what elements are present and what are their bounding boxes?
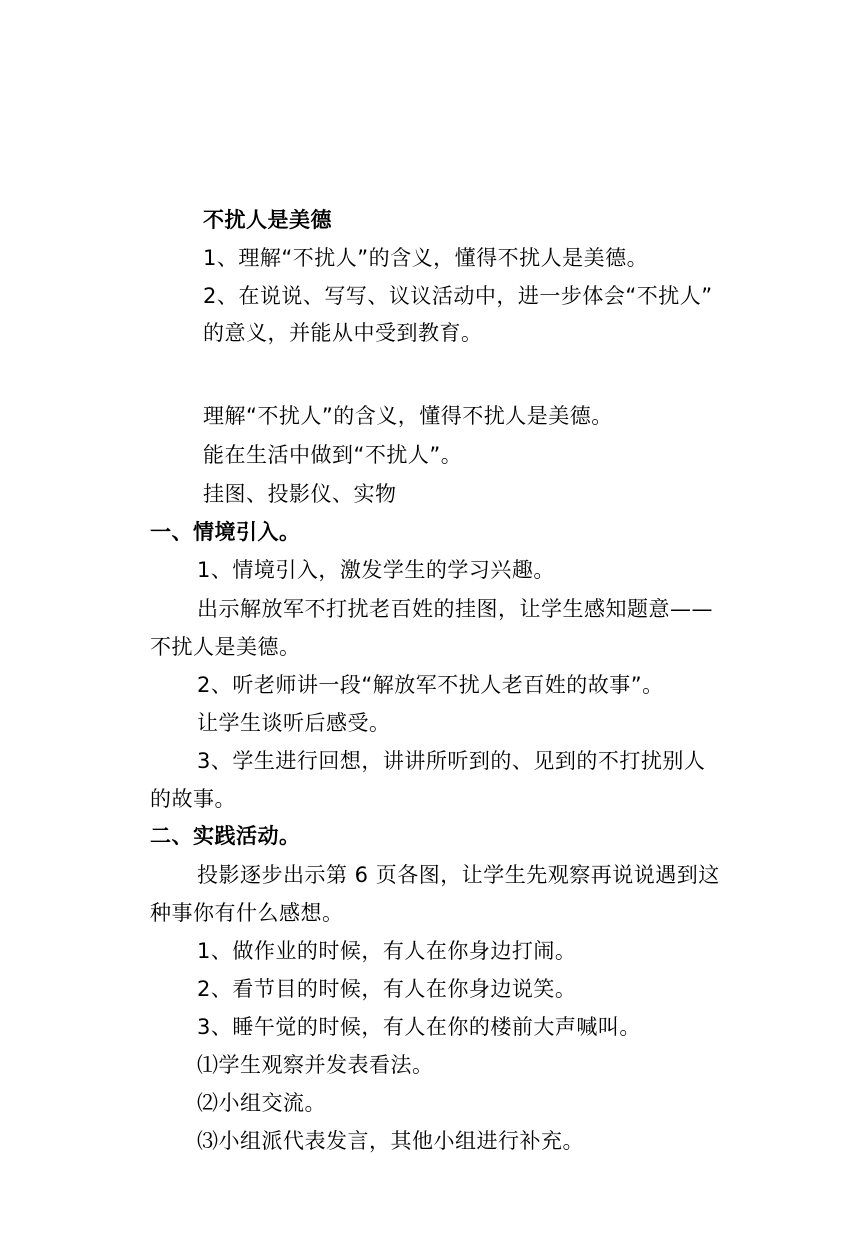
section1-line-5: 让学生谈听后感受。: [197, 711, 391, 735]
section2-line-3: 1、做作业的时候，有人在你身边打闹。: [197, 939, 577, 963]
section2-line-6: ⑴学生观察并发表看法。: [197, 1053, 434, 1077]
section2-line-1: 投影逐步出示第 6 页各图，让学生先观察再说说遇到这: [197, 863, 720, 887]
difficulty-text: 能在生活中做到“不扰人”。: [203, 443, 463, 467]
section2-heading: 二、实践活动。: [150, 824, 301, 848]
section1-line-6: 3、学生进行回想，讲讲所听到的、见到的不打扰别人: [197, 749, 706, 773]
objective-line-1: 1、理解“不扰人”的含义，懂得不扰人是美德。: [203, 246, 649, 270]
section2-line-7: ⑵小组交流。: [197, 1091, 326, 1115]
section1-line-4: 2、听老师讲一段“解放军不扰人老百姓的故事”。: [197, 673, 664, 697]
section1-heading: 一、情境引入。: [150, 520, 301, 544]
section1-line-2: 出示解放军不打扰老百姓的挂图，让学生感知题意——: [197, 597, 713, 621]
section2-line-5: 3、睡午觉的时候，有人在你的楼前大声喊叫。: [197, 1015, 641, 1039]
document-title: 不扰人是美德: [203, 208, 332, 232]
section1-line-1: 1、情境引入，激发学生的学习兴趣。: [197, 558, 555, 582]
section2-line-8: ⑶小组派代表发言，其他小组进行补充。: [197, 1129, 584, 1153]
materials-text: 挂图、投影仪、实物: [203, 482, 397, 506]
key-point-text: 理解“不扰人”的含义，懂得不扰人是美德。: [203, 404, 613, 428]
objective-line-3: 的意义，并能从中受到教育。: [203, 321, 483, 345]
section1-line-7: 的故事。: [150, 787, 236, 811]
section1-line-3: 不扰人是美德。: [150, 635, 301, 659]
section2-line-2: 种事你有什么感想。: [150, 901, 344, 925]
section2-line-4: 2、看节目的时候，有人在你身边说笑。: [197, 977, 577, 1001]
objective-line-2: 2、在说说、写写、议议活动中，进一步体会“不扰人”: [203, 284, 713, 308]
